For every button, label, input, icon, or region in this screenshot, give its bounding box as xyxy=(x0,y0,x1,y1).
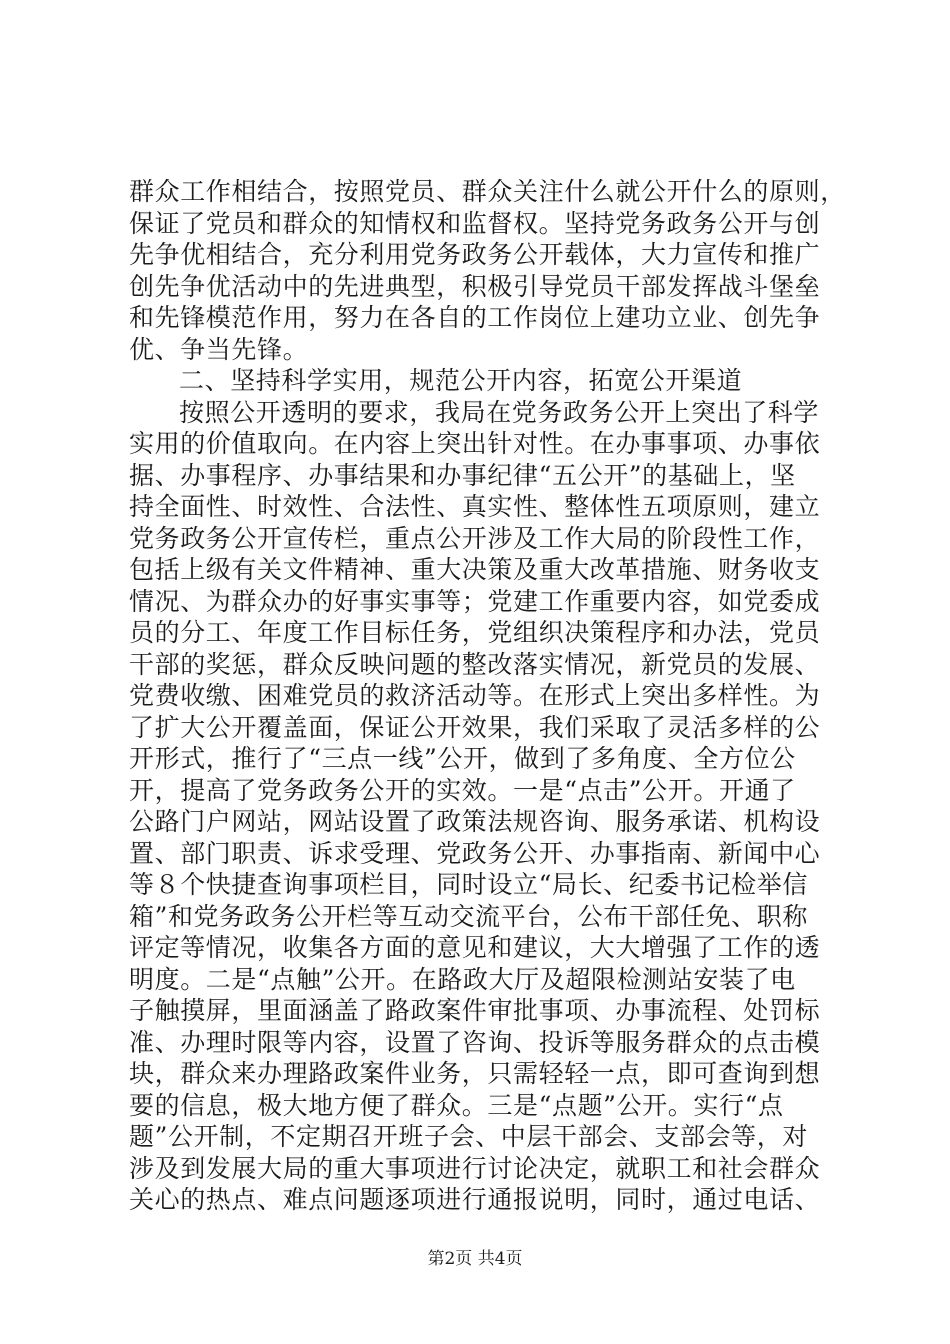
text-line: 据、办事程序、办事结果和办事纪律“五公开”的基础上，坚 xyxy=(129,460,796,490)
text-line: 等８个快捷查询事项栏目，同时设立“局长、纪委书记检举信 xyxy=(129,870,808,899)
text-line: 涉及到发展大局的重大事项进行讨论决定，就职工和社会群众 xyxy=(129,1153,821,1183)
text-line: 置、部门职责、诉求受理、党政务公开、办事指南、新闻中心 xyxy=(129,838,821,868)
text-line: 评定等情况，收集各方面的意见和建议，大大增强了工作的透 xyxy=(129,933,821,962)
text-line: 创先争优活动中的先进典型，积极引导党员干部发挥战斗堡垒 xyxy=(129,271,821,301)
text-line: 了扩大公开覆盖面，保证公开效果，我们采取了灵活多样的公 xyxy=(129,712,821,742)
text-line: 准、办理时限等内容，设置了咨询、投诉等服务群众的点击模 xyxy=(129,1027,821,1057)
text-line: 块，群众来办理路政案件业务，只需轻轻一点，即可查询到想 xyxy=(129,1059,821,1088)
text-line: 子触摸屏，里面涵盖了路政案件审批事项、办事流程、处罚标 xyxy=(129,996,821,1025)
paragraph-first-line: 按照公开透明的要求，我局在党务政务公开上突出了科学 xyxy=(179,397,820,427)
text-line: 持全面性、时效性、合法性、真实性、整体性五项原则，建立 xyxy=(129,492,821,521)
text-line: 要的信息，极大地方便了群众。三是“点题”公开。实行“点 xyxy=(129,1090,784,1120)
text-line: 开形式，推行了“三点一线”公开，做到了多角度、全方位公 xyxy=(129,744,796,773)
text-line: 题”公开制，不定期召开班子会、中层干部会、支部会等，对 xyxy=(129,1122,808,1151)
text-line: 实用的价值取向。在内容上突出针对性。在办事事项、办事依 xyxy=(129,429,821,458)
text-line: 公路门户网站，网站设置了政策法规咨询、服务承诺、机构设 xyxy=(129,807,821,836)
text-line: 党务政务公开宣传栏，重点公开涉及工作大局的阶段性工作， xyxy=(129,523,821,553)
text-line: 保证了党员和群众的知情权和监督权。坚持党务政务公开与创 xyxy=(129,208,821,238)
text-line: 先争优相结合，充分利用党务政务公开载体，大力宣传和推广 xyxy=(129,240,821,269)
text-line: 明度。二是“点触”公开。在路政大厅及超限检测站安装了电 xyxy=(129,964,796,994)
text-line: 和先锋模范作用，努力在各自的工作岗位上建功立业、创先争 xyxy=(129,303,821,332)
text-line: 包括上级有关文件精神、重大决策及重大改革措施、财务收支 xyxy=(129,555,821,584)
text-line: 关心的热点、难点问题逐项进行通报说明，同时，通过电话、 xyxy=(129,1185,821,1214)
section-heading: 二、坚持科学实用，规范公开内容，拓宽公开渠道 xyxy=(179,366,743,395)
text-line: 群众工作相结合，按照党员、群众关注什么就公开什么的原则， xyxy=(129,177,846,206)
text-line: 员的分工、年度工作目标任务，党组织决策程序和办法，党员 xyxy=(129,618,821,647)
text-line: 情况、为群众办的好事实事等；党建工作重要内容，如党委成 xyxy=(129,586,821,616)
text-line: 党费收缴、困难党员的救济活动等。在形式上突出多样性。为 xyxy=(129,681,821,710)
page-footer: 第2页 共4页 xyxy=(427,1249,523,1269)
text-line: 优、争当先锋。 xyxy=(129,334,309,364)
body-text xyxy=(129,176,846,1216)
text-line: 干部的奖惩，群众反映问题的整改落实情况，新党员的发展、 xyxy=(129,649,821,679)
text-line: 开，提高了党务政务公开的实效。一是“点击”公开。开通了 xyxy=(129,775,796,805)
text-line: 箱”和党务政务公开栏等互动交流平台，公布干部任免、职称 xyxy=(129,901,808,931)
